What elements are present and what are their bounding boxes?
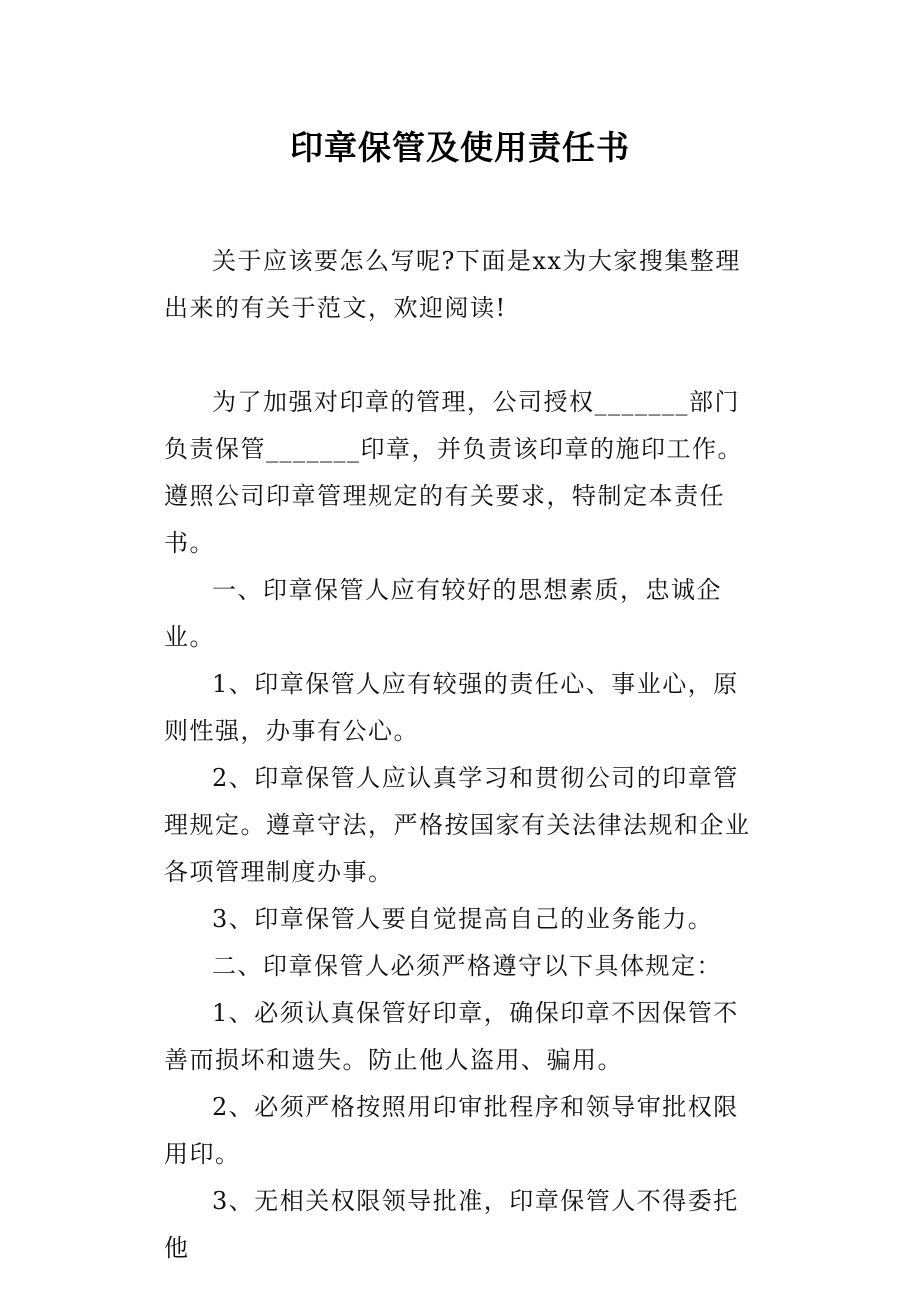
- paragraph-item-2-2: 2、必须严格按照用印审批程序和领导审批权限用印。: [164, 1093, 739, 1168]
- paragraph-spacer: [164, 332, 756, 379]
- paragraph-item-2-1: 1、必须认真保管好印章，确保印章不因保管不善而损坏和遗失。防止他人盗用、骗用。: [164, 999, 739, 1074]
- paragraph-authorization: 为了加强对印章的管理，公司授权_______部门负责保管_______印章，并负责该印章的施印工作。遵照公司印章管理规定的有关要求，特制定本责任书。: [164, 388, 743, 557]
- paragraph-item-1-2: 2、印章保管人应认真学习和贯彻公司的印章管理规定。遵章守法，严格按国家有关法律法规和企业各项管理制度办事。: [164, 764, 751, 886]
- paragraph-item-2-3: 3、无相关权限领导批准，印章保管人不得委托他: [164, 1187, 739, 1262]
- paragraph-section-one: 一、印章保管人应有较好的思想素质，忠诚企业。: [164, 576, 722, 651]
- paragraph-item-1-1: 1、印章保管人应有较强的责任心、事业心，原则性强，办事有公心。: [164, 670, 739, 745]
- paragraph-item-1-3: 3、印章保管人要自觉提高自己的业务能力。: [212, 905, 714, 933]
- document-title: 印章保管及使用责任书: [290, 128, 630, 167]
- document-body: [164, 238, 756, 1272]
- paragraph-section-two: 二、印章保管人必须严格遵守以下具体规定：: [212, 952, 722, 980]
- intro-paragraph: 关于应该要怎么写呢?下面是xx为大家搜集整理出来的有关于范文，欢迎阅读!: [164, 247, 741, 322]
